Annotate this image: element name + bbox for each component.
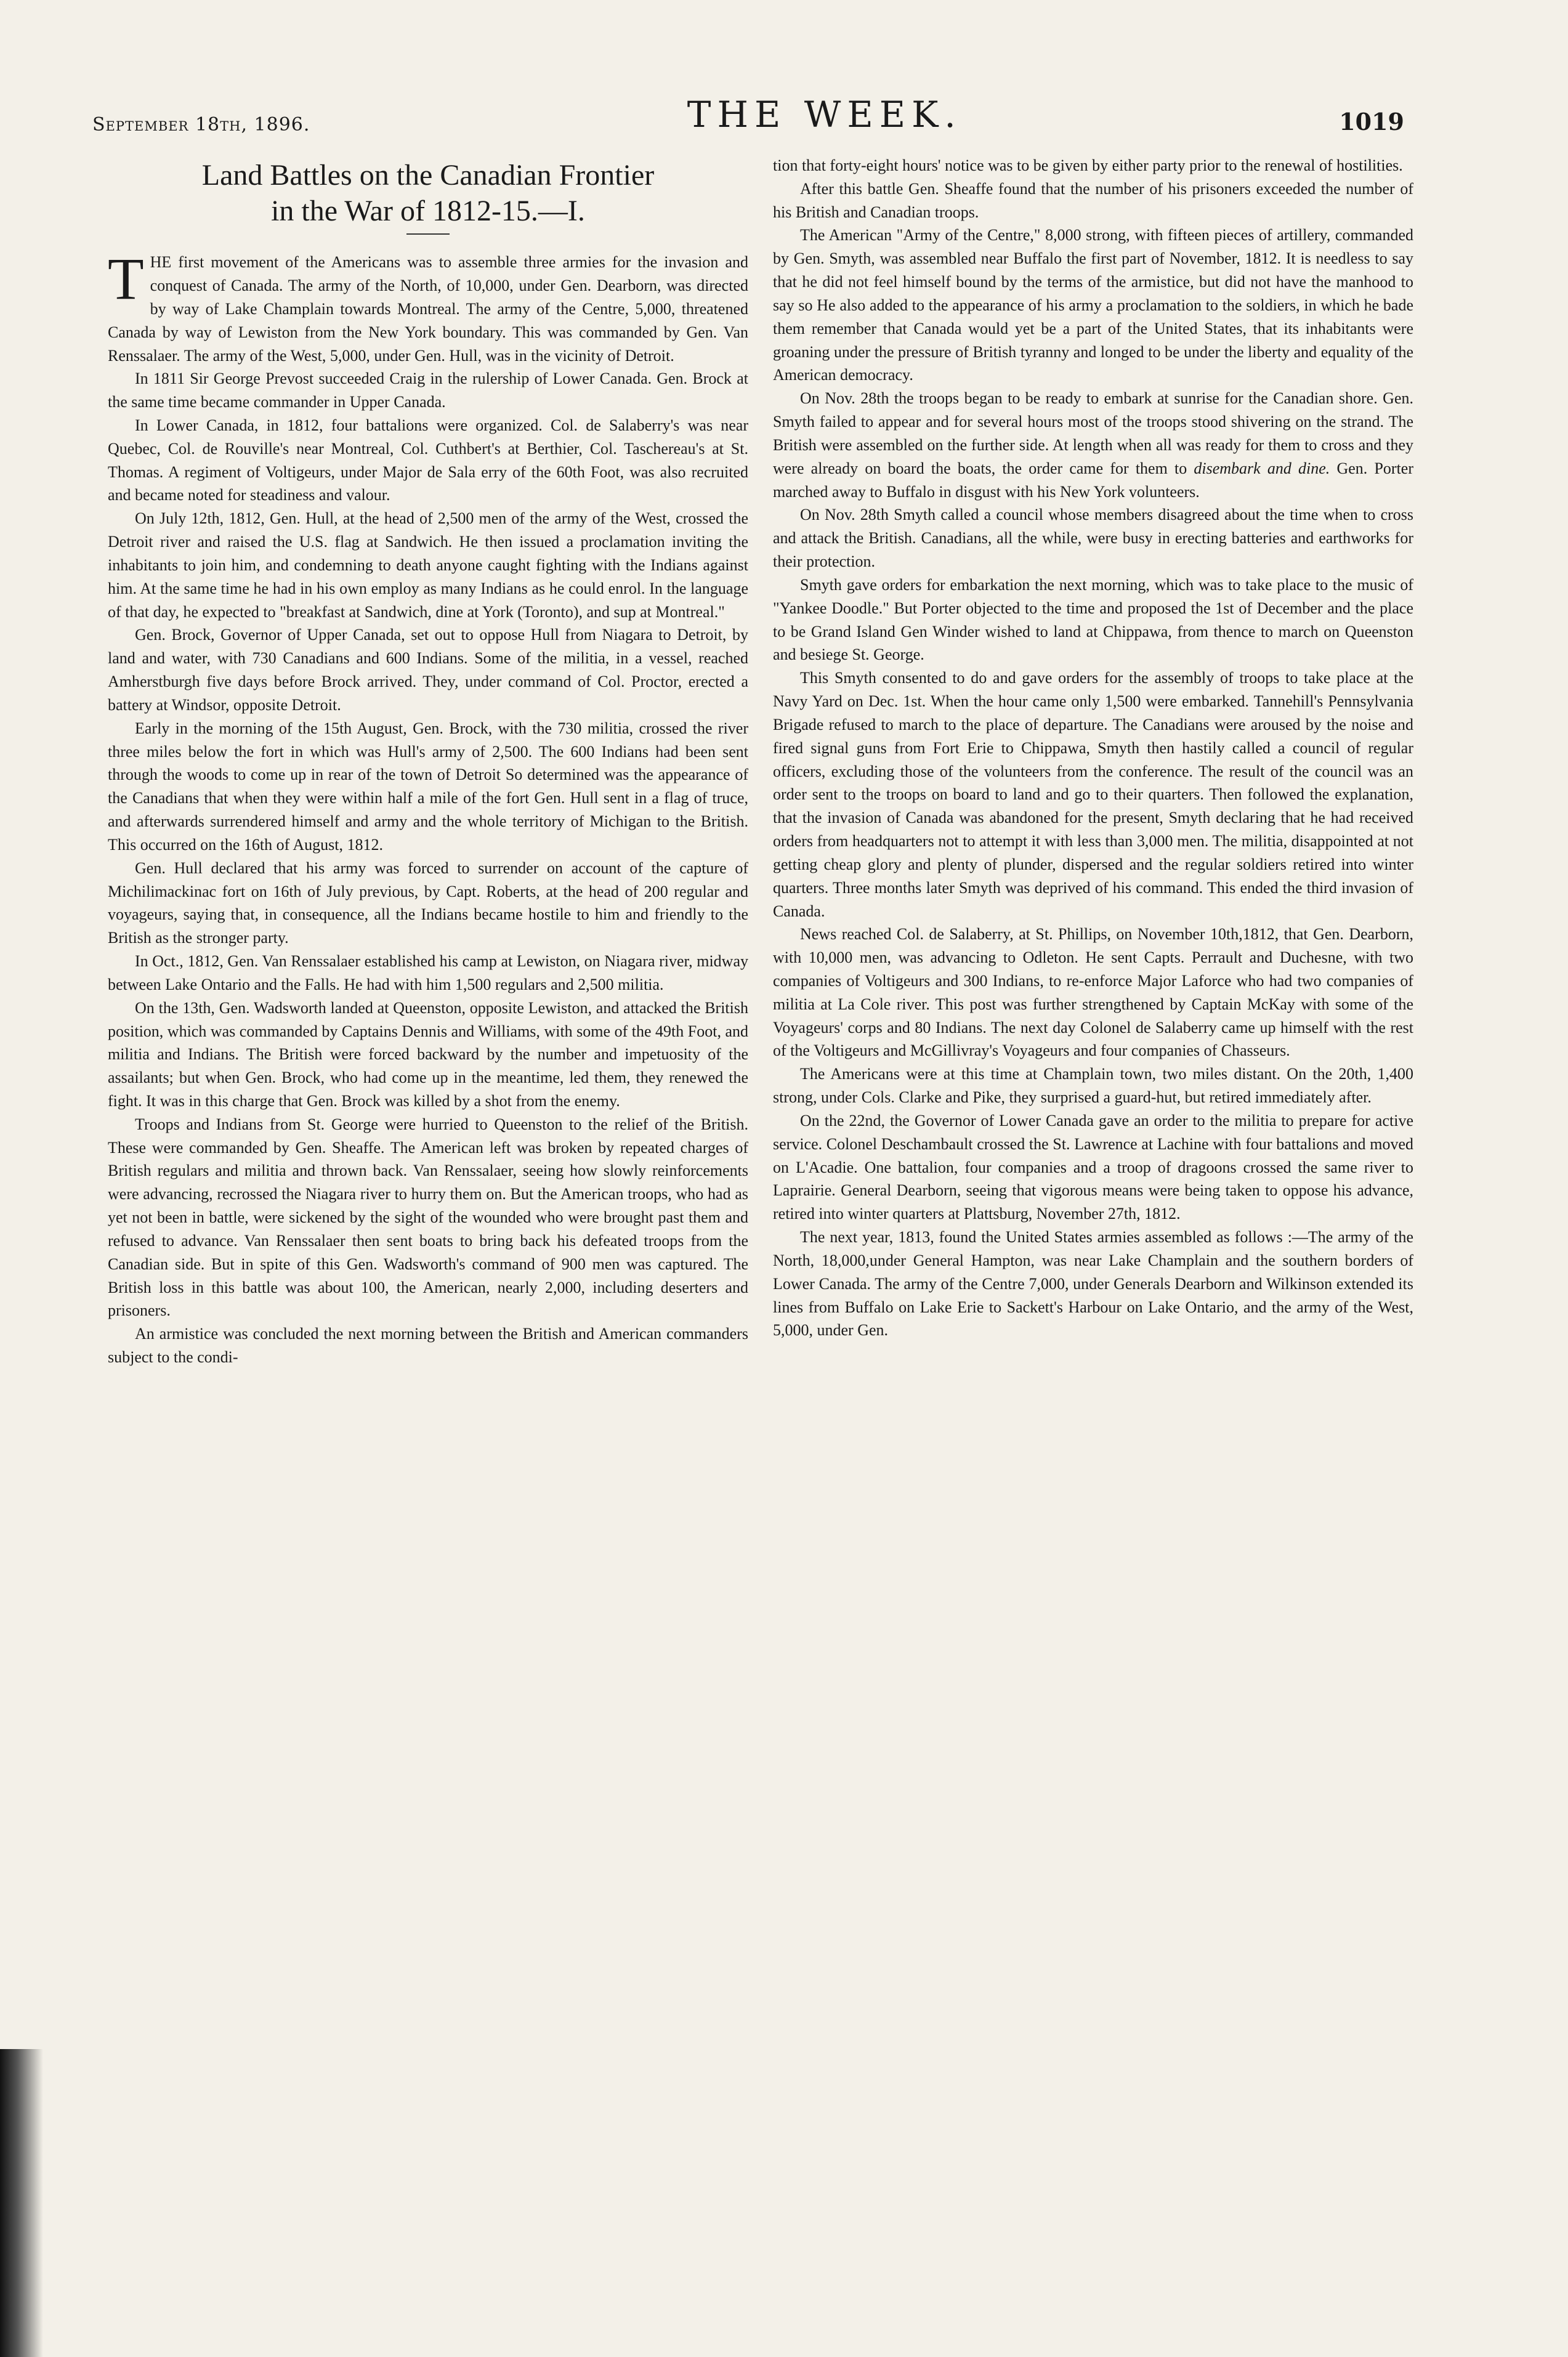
publication-title: THE WEEK. <box>687 94 962 135</box>
italic-phrase: disembark and dine. <box>1194 459 1330 477</box>
paragraph: On Nov. 28th Smyth called a council whose members disagreed about the time when to cross and attack the British. Canadians, all the while, were busy in erecting batteries and earthworks for their protection. <box>773 506 1413 571</box>
paragraph: The next year, 1813, found the United States armies assembled as follows :—The army of the North, 18,000,under General Hampton, was near Lake Champlain and the southern borders of Lower Canada. The army of the Centre 7,000, under Generals Dearborn and Wilkinson extended its lines from Buffalo on Lake Erie to Sackett's Harbour on Lake Ontario, and the army of the West, 5,000, under Gen. <box>773 1228 1413 1340</box>
article-title-line-1: Land Battles on the Canadian Frontier <box>201 159 655 192</box>
title-rule <box>406 233 450 235</box>
paragraph: On the 13th, Gen. Wadsworth landed at Queenston, opposite Lewiston, and attacked the British position, which was commanded by Captains Dennis and Williams, with some of the 49th Foot, and militia and Indians. The British were forced backward by the number and impetuosity of the assailants; but when Gen. Brock, who had come up in the meantime, led them, they renewed the fight. It was in this charge that Gen. Brock was killed by a shot from the enemy. <box>108 998 748 1110</box>
paragraph: After this battle Gen. Sheaffe found that the number of his prisoners exceeded the number of his British and Canadian troops. <box>773 179 1413 221</box>
left-column <box>108 154 748 1369</box>
issue-date: September 18th, 1896. <box>92 114 310 135</box>
paragraph: Early in the morning of the 15th August, Gen. Brock, with the 730 militia, crossed the river three miles below the fort in which was Hull's army of 2,500. The 600 Indians had been sent through the woods to come up in rear of the town of Detroit So determined was the appearance of the Canadians that when they were within half a mile of the fort Gen. Hull sent in a flag of truce, and afterwards surrendered himself and army and the whole territory of Michigan to the British. This occurred on the 16th of August, 1812. <box>108 719 748 854</box>
paragraph: In Oct., 1812, Gen. Van Renssalaer established his camp at Lewiston, on Niagara river, midway between Lake Ontario and the Falls. He had with him 1,500 regulars and 2,500 militia. <box>108 952 748 993</box>
paragraph: Troops and Indians from St. George were hurried to Queenston to the relief of the British. These were commanded by Gen. Sheaffe. The American left was broken by repeated charges of British regulars and militia and thrown back. Van Renssalaer, seeing how slowly reinforcements were advancing, recrossed the Niagara river to hurry them on. But the American troops, who had as yet not been in battle, were sickened by the sight of the wounded who were brought past them and refused to advance. Van Renssalaer then sent boats to bring back his defeated troops from the Canadian side. But in spite of this Gen. Wadsworth's command of 900 men was captured. The British loss in this battle was about 100, the American, nearly 2,000, including deserters and prisoners. <box>108 1115 748 1320</box>
scan-edge-shadow <box>0 2049 43 2357</box>
paragraph: News reached Col. de Salaberry, at St. Phillips, on November 10th,1812, that Gen. Dearborn, with 10,000 men, was advancing to Odleton. He sent Capts. Perrault and Duchesne, with two companies of Voltigeurs and 300 Indians, to re-enforce Major Laforce who had two companies of militia at La Cole river. This post was further strengthened by Captain McKay with some of the Voyageurs' corps and 80 Indians. The next day Colonel de Salaberry came up himself with the rest of the Voltigeurs and McGillivray's Voyageurs and four companies of Chasseurs. <box>773 925 1413 1060</box>
paragraph: An armistice was concluded the next morning between the British and American commanders subject to the condi- <box>108 1325 748 1367</box>
paragraph: Smyth gave orders for embarkation the next morning, which was to take place to the music of "Yankee Doodle." But Porter objected to the time and proposed the 1st of December and the place to be Grand Island Gen Winder wished to land at Chippawa, from thence to march on Queenston and besiege St. George. <box>773 575 1413 664</box>
paragraph: On July 12th, 1812, Gen. Hull, at the head of 2,500 men of the army of the West, crossed the Detroit river and raised the U.S. flag at Sandwich. He then issued a proclamation inviting the inhabitants to join him, and condemning to death anyone caught fighting with the Indians against him. At the same time he had in his own employ as many Indians as he could enrol. In the language of that day, he expected to "breakfast at Sandwich, dine at York (Toronto), and sup at Montreal." <box>108 509 748 621</box>
paragraph: This Smyth consented to do and gave orders for the assembly of troops to take place at the Navy Yard on Dec. 1st. When the hour came only 1,500 were embarked. Tannehill's Pennsylvania Brigade refused to march to the place of departure. The Canadians were aroused by the noise and fired signal guns from Fort Erie to Chippawa, Smyth then hastily called a council of regular officers, excluding those of the volunteers from the conference. The result of the council was an order sent to the troops on board to land and go to their quarters. Then followed the explanation, that the invasion of Canada was abandoned for the present, Smyth declaring that he had received orders from headquarters not to attempt it with less than 3,000 men. The militia, disappointed at not getting cheap glory and plenty of plunder, dispersed and the regular soldiers retired into winter quarters. Three months later Smyth was deprived of his command. This ended the third invasion of Canada. <box>773 669 1413 920</box>
right-column <box>773 154 1413 1342</box>
paragraph <box>773 387 1413 503</box>
paragraph: Gen. Hull declared that his army was forced to surrender on account of the capture of Michilimackinac fort on 16th of July previous, by Capt. Roberts, at the head of 200 regular and voyageurs, saying that, in consequence, all the Indians became hostile to him and friendly to the British as the stronger party. <box>108 859 748 947</box>
paragraph: In 1811 Sir George Prevost succeeded Craig in the rulership of Lower Canada. Gen. Brock at the same time became commander in Upper Canada. <box>108 370 748 411</box>
paragraph-continuation: tion that forty-eight hours' notice was to be given by either party prior to the renewal of hostilities. <box>773 156 1403 174</box>
article-title <box>108 158 748 228</box>
paragraph-text-end: Gen. Porter marched away to Buffalo in disgust with his New York volunteers. <box>773 459 1413 501</box>
paragraph: On the 22nd, the Governor of Lower Canada gave an order to the militia to prepare for active service. Colonel Deschambault crossed the St. Lawrence at Lachine with four battalions and moved on L'Acadie. One battalion, four companies and a troop of dragoons crossed the same river to Laprairie. General Dearborn, seeing that vigorous means were being taken to oppose his advance, retired into winter quarters at Plattsburg, November 27th, 1812. <box>773 1111 1413 1223</box>
page-number: 1019 <box>1339 108 1404 135</box>
first-paragraph-text: HE first movement of the Americans was to assemble three armies for the invasion and conquest of Canada. The army of the North, of 10,000, under Gen. Dearborn, was directed by way of Lake Champlain towards Montreal. The army of the Centre, 5,000, threatened Canada by way of Lewiston from the New York boundary. This was commanded by Gen. Van Renssalaer. The army of the West, 5,000, under Gen. Hull, was in the vicinity of Detroit. <box>108 253 748 365</box>
article-title-line-2: in the War of 1812-15.—I. <box>271 194 585 227</box>
paragraph: The American "Army of the Centre," 8,000 strong, with fifteen pieces of artillery, commanded by Gen. Smyth, was assembled near Buffalo the first part of November, 1812. It is needless to say that he did not feel himself bound by the terms of the armistice, but did not have the manhood to say so He also added to the appearance of his army a proclamation to the soldiers, in which he bade them remember that Canada would yet be a part of the United States, that its inhabitants were groaning under the pressure of British tyranny and longed to be under the liberty and equality of the American democracy. <box>773 226 1413 384</box>
drop-cap: T <box>108 246 144 312</box>
paragraph: In Lower Canada, in 1812, four battalions were organized. Col. de Salaberry's was near Quebec, Col. de Rouville's near Montreal, Col. Cuthbert's at Berthier, Col. Taschereau's at St. Thomas. A regiment of Voltigeurs, under Major de Sala erry of the 60th Foot, was also recruited and became noted for steadiness and valour. <box>108 416 748 504</box>
first-paragraph <box>108 246 748 367</box>
paragraph: The Americans were at this time at Champlain town, two miles distant. On the 20th, 1,400 strong, under Cols. Clarke and Pike, they surprised a guard-hut, but retired immediately after. <box>773 1065 1413 1107</box>
paragraph-text: On Nov. 28th the troops began to be ready to embark at sunrise for the Canadian shore. Gen. Smyth failed to appear and for several hours most of the troops stood shivering on the strand. The British were assembled on the further side. At length when all was ready for them to cross and they were already on board the boats, the order came for them to <box>773 389 1413 477</box>
page-header <box>92 92 1404 135</box>
paragraph: Gen. Brock, Governor of Upper Canada, set out to oppose Hull from Niagara to Detroit, by land and water, with 730 Canadians and 600 Indians. Some of the militia, in a vessel, reached Amherstburgh five days before Brock arrived. They, under command of Col. Proctor, erected a battery at Windsor, opposite Detroit. <box>108 626 748 714</box>
